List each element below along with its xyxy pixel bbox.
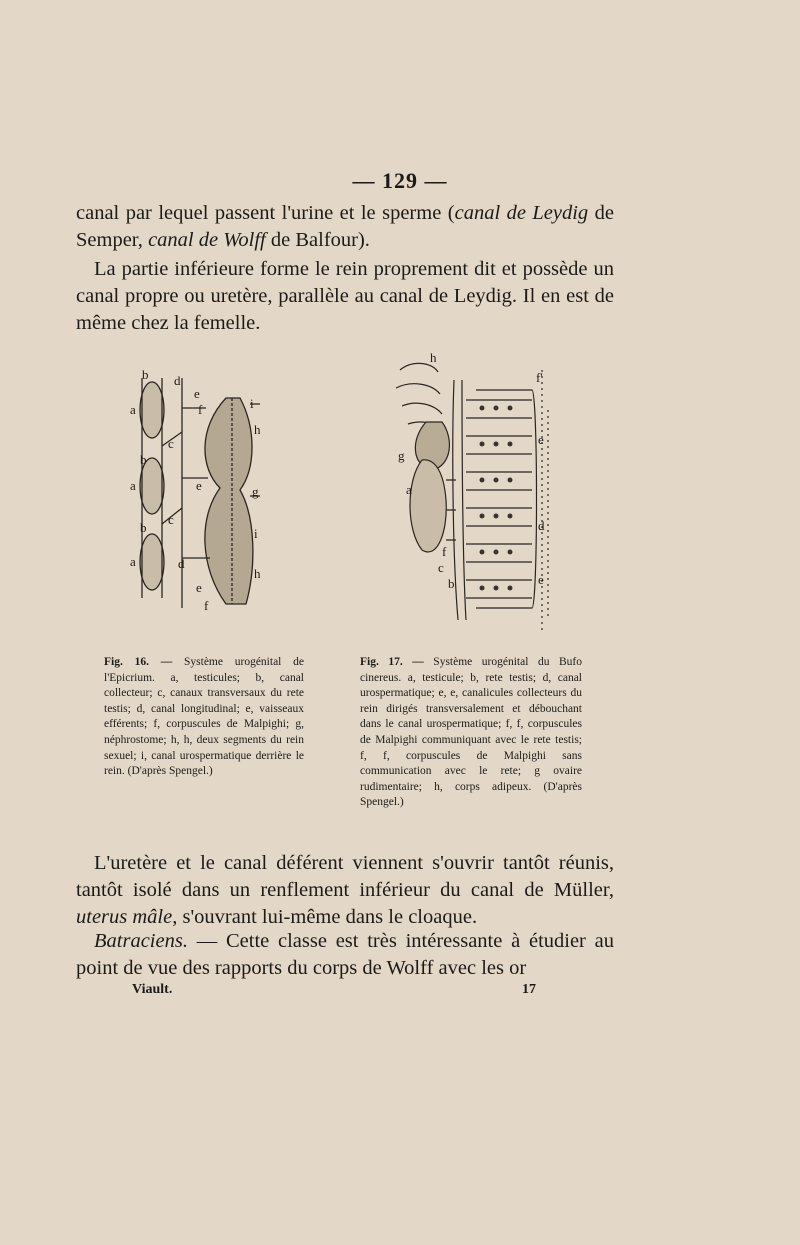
figure-17-illustration — [392, 350, 560, 640]
fig16-letter: a — [130, 478, 136, 493]
fig16-letter: h — [254, 566, 261, 581]
paragraph-3: L'uretère et le canal déférent viennent s'ouvrir tantôt réunis, tantôt isolé dans un renflement inférieur du canal de Müller, uterus mâle, s'ouvrant lui-même dans le cloaque. — [76, 852, 614, 928]
fig17-letter: c — [438, 560, 444, 575]
fig17-letter: g — [398, 448, 405, 463]
fig16-letter: e — [196, 580, 202, 595]
fig17-letter: e — [538, 432, 544, 447]
page-number: — 129 — — [352, 168, 448, 193]
figure-16-illustration — [128, 368, 276, 616]
fig16-letter: a — [130, 402, 136, 417]
fig16-letter: a — [130, 554, 136, 569]
fig16-letter: f — [204, 598, 209, 613]
paragraph-4: Batraciens. — Cette classe est très intéressante à étudier au point de vue des rapports du corps de Wolff avec les or — [76, 930, 614, 979]
fig16-letter: d — [174, 373, 181, 388]
fig17-letter: d — [538, 518, 545, 533]
paragraph-2: La partie inférieure forme le rein proprement dit et possède un canal propre ou uretère, parallèle au canal de Leydig. Il en est de même chez la femelle. — [76, 258, 614, 334]
fig16-letter: c — [168, 512, 174, 527]
fig16-letter: i — [250, 396, 254, 411]
figure-17-caption: Fig. 17. — Système urogénital du Bufo cinereus. a, testicule; b, rete testis; d, canal urospermatique; e, e, canalicules collecteurs du rein dirigés transversalement et débouchant dans le canal urospermatique; f, f, corpuscules de Malpighi communiquant avec le rete testis; f, f, corpuscules de Malpighi sans communication avec le rete; g ovaire rudimentaire; h, corps adipeux. (D'après Spengel.) — [360, 656, 582, 809]
fig16-letter: i — [254, 526, 258, 541]
fig16-letter: g — [252, 484, 259, 499]
figure-16-caption: Fig. 16. — Système urogénital de l'Epicrium. a, testicules; b, canal collecteur; c, canaux transversaux du rete testis; d, canal longitudinal; e, vaisseaux efférents; f, corpuscules de Malpighi; g, néphrostome; h, h, deux segments du rein sexuel; i, canal urospermatique derrière le rein. (D'après Spengel.) — [104, 656, 304, 778]
fig17-letter: b — [448, 576, 455, 591]
fig16-letter: d — [178, 556, 185, 571]
fig17-letter: h — [430, 350, 437, 365]
fig16-letter: f — [198, 402, 203, 417]
fig16-letter: e — [194, 386, 200, 401]
fig17-letter: a — [406, 482, 412, 497]
fig16-letter: b — [140, 452, 147, 467]
fig17-letter: f' — [536, 370, 543, 385]
footer-author: Viault. — [132, 982, 173, 997]
fig16-letter: b — [142, 368, 149, 382]
fig17-letter: e — [538, 572, 544, 587]
fig17-letter: f — [442, 544, 447, 559]
footer-signature: 17 — [522, 982, 536, 997]
fig16-letter: c — [168, 436, 174, 451]
paragraph-1: canal par lequel passent l'urine et le sperme (canal de Leydig de Semper, canal de Wolff de Balfour). — [76, 202, 614, 251]
fig16-letter: e — [196, 478, 202, 493]
fig16-letter: b — [140, 520, 147, 535]
fig16-letter: h — [254, 422, 261, 437]
